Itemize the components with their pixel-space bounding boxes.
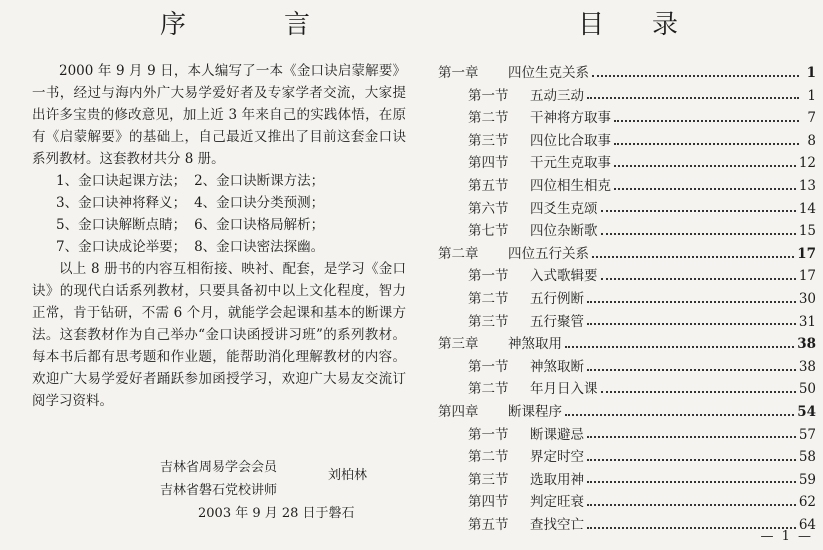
toc-leader-dots bbox=[587, 458, 796, 461]
toc-number: 第七节 bbox=[468, 223, 509, 240]
toc-label bbox=[468, 107, 611, 130]
toc-label bbox=[468, 265, 598, 288]
toc-label bbox=[468, 198, 598, 221]
toc-page-number: 12 bbox=[798, 155, 816, 172]
toc-number: 第一节 bbox=[468, 426, 509, 443]
toc-title: 判定旺衰 bbox=[530, 494, 584, 511]
toc-title: 界定时空 bbox=[530, 449, 584, 466]
contents-page bbox=[420, 0, 823, 550]
toc-number: 第四章 bbox=[438, 403, 479, 420]
toc-number: 第四节 bbox=[468, 155, 509, 172]
toc-page-number: 14 bbox=[798, 200, 816, 217]
toc-page-number: 17 bbox=[797, 245, 816, 262]
toc-number: 第一节 bbox=[468, 87, 509, 104]
toc-leader-dots bbox=[592, 74, 799, 77]
toc-title: 神煞取断 bbox=[530, 358, 584, 375]
toc-title: 查找空亡 bbox=[530, 516, 584, 533]
toc-page-number: 8 bbox=[807, 132, 816, 149]
toc-section-row bbox=[438, 288, 816, 311]
toc-leader-dots bbox=[587, 368, 796, 371]
toc-page-number: 38 bbox=[798, 358, 816, 375]
toc-chapter-row bbox=[438, 62, 816, 85]
toc-title: 断课程序 bbox=[508, 403, 562, 420]
toc-title: 干神将方取事 bbox=[530, 110, 611, 127]
book-list bbox=[32, 170, 406, 258]
toc-leader-dots bbox=[601, 390, 796, 393]
toc-leader-dots bbox=[592, 255, 794, 258]
toc-title: 五行例断 bbox=[530, 290, 584, 307]
book-list-item: 7、金口诀成论举要； 8、金口诀密法探幽。 bbox=[56, 239, 325, 255]
toc-title: 五动三动 bbox=[530, 87, 584, 104]
toc-number: 第二节 bbox=[468, 290, 509, 307]
toc-leader-dots bbox=[614, 187, 796, 190]
toc-page-number: 30 bbox=[798, 290, 816, 307]
toc-label bbox=[438, 243, 589, 266]
toc-title: 干元生克取事 bbox=[530, 155, 611, 172]
toc-page-number: 38 bbox=[797, 336, 816, 353]
toc-leader-dots bbox=[601, 209, 796, 212]
toc-number: 第一节 bbox=[468, 268, 509, 285]
toc-page-number: 1 bbox=[806, 65, 816, 81]
toc-section-row bbox=[438, 175, 816, 198]
toc-section-row bbox=[438, 311, 816, 334]
toc-number: 第二节 bbox=[468, 381, 509, 398]
toc-section-row bbox=[438, 130, 816, 153]
toc-number: 第一节 bbox=[468, 358, 509, 375]
toc-leader-dots bbox=[587, 96, 799, 99]
toc-number: 第一章 bbox=[438, 65, 479, 81]
toc-page-number: 62 bbox=[798, 494, 816, 511]
toc-label bbox=[468, 175, 611, 198]
preface-paragraph-2: 以上 8 册书的内容互相衔接、映衬、配套，是学习《金口诀》的现代白话系列教材，只要具备初中以上文化程度，智力正常，肯于钻研，不需 6 个月，就能学会起课和基本的断课方法。这套教材作为自己举办“金口诀函授讲习班”的系列教材。每本书后都有思考题和作业题，能帮助消化理解教材的内容。欢迎广大易学爱好者踊跃参加函授学习，欢迎广大易友交流订阅学习资料。 bbox=[32, 261, 406, 409]
book-list-item: 1、金口诀起课方法； 2、金口诀断课方法； bbox=[56, 173, 325, 189]
toc-label bbox=[468, 311, 584, 334]
toc-section-row bbox=[438, 198, 816, 221]
toc-label bbox=[438, 401, 562, 424]
toc-number: 第二节 bbox=[468, 110, 509, 127]
preface-title: 序 言 bbox=[160, 10, 310, 40]
toc-leader-dots bbox=[565, 345, 794, 348]
toc-label bbox=[468, 514, 584, 537]
toc-leader-dots bbox=[565, 413, 794, 416]
toc-number: 第四节 bbox=[468, 494, 509, 511]
toc-number: 第六节 bbox=[468, 200, 509, 217]
toc-section-row bbox=[438, 446, 816, 469]
toc-section-row bbox=[438, 107, 816, 130]
toc-section-row bbox=[438, 378, 816, 401]
toc-section-row bbox=[438, 469, 816, 492]
toc-section-row bbox=[438, 85, 816, 108]
toc-leader-dots bbox=[587, 435, 796, 438]
toc-leader-dots bbox=[614, 164, 796, 167]
signature-line-1: 吉林省周易学会会员 bbox=[160, 460, 278, 475]
toc-section-row bbox=[438, 220, 816, 243]
toc-number: 第二节 bbox=[468, 449, 509, 466]
toc-page-number: 1 bbox=[807, 87, 816, 104]
toc-chapter-row bbox=[438, 401, 816, 424]
toc-number: 第三章 bbox=[438, 336, 479, 353]
toc-title: 断课避忌 bbox=[530, 426, 584, 443]
toc-number: 第三节 bbox=[468, 471, 509, 488]
signature-line-2: 吉林省磐石党校讲师 bbox=[160, 483, 278, 498]
toc-label bbox=[468, 378, 598, 401]
signature-author: 刘柏林 bbox=[328, 468, 368, 483]
toc-chapter-row bbox=[438, 333, 816, 356]
toc-page-number: 54 bbox=[797, 403, 816, 420]
toc-leader-dots bbox=[587, 503, 796, 506]
table-of-contents bbox=[438, 62, 816, 536]
toc-number: 第三节 bbox=[468, 313, 509, 330]
toc-leader-dots bbox=[587, 480, 796, 483]
toc-leader-dots bbox=[614, 142, 799, 145]
toc-section-row bbox=[438, 491, 816, 514]
toc-label bbox=[468, 85, 584, 108]
toc-section-row bbox=[438, 356, 816, 379]
toc-title: 五行聚管 bbox=[530, 313, 584, 330]
toc-chapter-row bbox=[438, 243, 816, 266]
toc-label bbox=[468, 152, 611, 175]
signature-date: 2003 年 9 月 28 日于磐石 bbox=[198, 506, 355, 521]
page-number: — 1 — bbox=[760, 529, 813, 544]
toc-section-row bbox=[438, 265, 816, 288]
toc-number: 第五节 bbox=[468, 516, 509, 533]
book-list-item: 3、金口诀神将释义； 4、金口诀分类预测； bbox=[56, 195, 325, 211]
toc-page-number: 58 bbox=[798, 449, 816, 466]
toc-title: 选取用神 bbox=[530, 471, 584, 488]
toc-leader-dots bbox=[587, 322, 796, 325]
preface-body bbox=[32, 60, 406, 412]
toc-section-row bbox=[438, 424, 816, 447]
toc-leader-dots bbox=[601, 232, 796, 235]
toc-page-number: 13 bbox=[798, 177, 816, 194]
toc-number: 第五节 bbox=[468, 177, 509, 194]
toc-label bbox=[468, 469, 584, 492]
toc-page-number: 59 bbox=[798, 471, 816, 488]
toc-label bbox=[468, 356, 584, 379]
toc-label bbox=[468, 288, 584, 311]
toc-page-number: 31 bbox=[798, 313, 816, 330]
toc-title: 四位相生相克 bbox=[530, 177, 611, 194]
toc-title: 四位五行关系 bbox=[508, 245, 589, 262]
toc-leader-dots bbox=[601, 277, 796, 280]
toc-leader-dots bbox=[614, 119, 799, 122]
toc-title: 四爻生克颂 bbox=[530, 200, 598, 217]
toc-number: 第三节 bbox=[468, 132, 509, 149]
toc-page-number: 57 bbox=[798, 426, 816, 443]
toc-page-number: 50 bbox=[798, 381, 816, 398]
book-list-item: 5、金口诀解断点睛； 6、金口诀格局解析； bbox=[56, 217, 325, 233]
toc-label bbox=[468, 446, 584, 469]
preface-intro: 2000 年 9 月 9 日，本人编写了一本《金口诀启蒙解要》一书，经过与海内外广大易学爱好者及专家学者交流，大家提出许多宝贵的修改意见，加上近 3 年来自己的实践体悟，在原有《启蒙解要》的基础上，自己最近又推出了目前这套金口诀系列教材。这套教材共分 8 册。 bbox=[32, 63, 406, 167]
toc-page-number: 7 bbox=[807, 110, 816, 127]
toc-label bbox=[468, 130, 611, 153]
toc-title: 神煞取用 bbox=[508, 336, 562, 353]
toc-page-number: 64 bbox=[798, 516, 816, 533]
toc-label bbox=[438, 62, 589, 85]
toc-leader-dots bbox=[587, 300, 796, 303]
contents-title: 目 录 bbox=[578, 10, 678, 40]
toc-label bbox=[438, 333, 562, 356]
toc-section-row bbox=[438, 514, 816, 537]
signature-block bbox=[160, 456, 400, 525]
toc-page-number: 17 bbox=[798, 268, 816, 285]
toc-title: 入式歌辑要 bbox=[530, 268, 598, 285]
toc-title: 四位比合取事 bbox=[530, 132, 611, 149]
toc-page-number: 15 bbox=[798, 223, 816, 240]
toc-title: 四位生克关系 bbox=[508, 65, 589, 81]
toc-label bbox=[468, 424, 584, 447]
toc-section-row bbox=[438, 152, 816, 175]
toc-title: 四位杂断歌 bbox=[530, 223, 598, 240]
toc-label bbox=[468, 220, 598, 243]
toc-title: 年月日入课 bbox=[530, 381, 598, 398]
toc-label bbox=[468, 491, 584, 514]
toc-number: 第二章 bbox=[438, 245, 479, 262]
